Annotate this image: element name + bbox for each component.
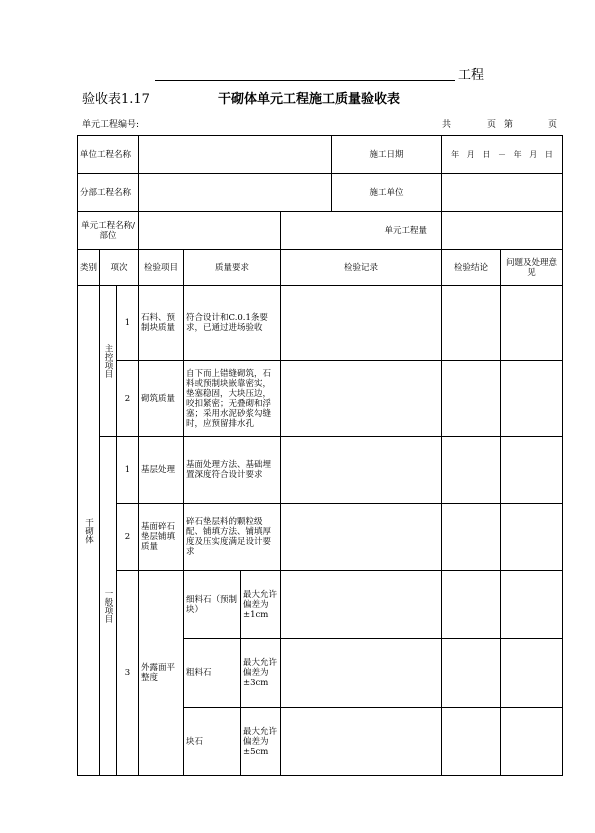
division-project-name-value[interactable] bbox=[139, 174, 332, 212]
form-title: 干砌体单元工程施工质量验收表 bbox=[218, 92, 401, 107]
row-no: 3 bbox=[117, 571, 139, 776]
row-record[interactable] bbox=[281, 504, 442, 571]
page-no-label: 第 bbox=[504, 120, 514, 130]
acceptance-table bbox=[77, 135, 563, 776]
main-control-cell bbox=[100, 286, 117, 437]
page-unit-label: 页 bbox=[487, 120, 497, 130]
row-record[interactable] bbox=[281, 286, 442, 361]
main-control-text: 主控项目 bbox=[103, 344, 113, 378]
flatness-tolerance: 最大允许偏差为±3cm bbox=[241, 639, 281, 708]
construction-unit-label: 施工单位 bbox=[332, 174, 442, 212]
flatness-type: 粗料石 bbox=[184, 639, 241, 708]
project-name-underline bbox=[155, 80, 455, 81]
unit-project-name-part-value[interactable] bbox=[139, 212, 281, 250]
row-item: 砌筑质量 bbox=[139, 361, 184, 437]
row-conclusion[interactable] bbox=[442, 639, 501, 708]
col-inspection-item: 检验项目 bbox=[139, 250, 184, 286]
row-item: 基层处理 bbox=[139, 437, 184, 504]
construction-date-value[interactable]: 年 月 日 － 年 月 日 bbox=[442, 136, 563, 174]
row-item: 外露面平整度 bbox=[139, 571, 184, 776]
col-quality-requirement: 质量要求 bbox=[184, 250, 281, 286]
construction-unit-value[interactable] bbox=[442, 174, 563, 212]
row-issues[interactable] bbox=[501, 504, 563, 571]
col-inspection-conclusion: 检验结论 bbox=[442, 250, 501, 286]
row-conclusion[interactable] bbox=[442, 437, 501, 504]
unit-project-number-label: 单元工程编号: bbox=[82, 120, 140, 130]
row-issues[interactable] bbox=[501, 571, 563, 639]
category-text: 干砌体 bbox=[83, 517, 94, 544]
row-conclusion[interactable] bbox=[442, 504, 501, 571]
page-total-label: 共 bbox=[442, 120, 452, 130]
row-no: 2 bbox=[117, 504, 139, 571]
col-item-no: 项次 bbox=[100, 250, 139, 286]
unit-project-name-part-label: 单元工程名称/部位 bbox=[78, 212, 139, 250]
row-requirement: 符合设计和C.0.1条要求，已通过进场验收 bbox=[184, 286, 281, 361]
row-record[interactable] bbox=[281, 708, 442, 776]
row-no: 1 bbox=[117, 286, 139, 361]
row-issues[interactable] bbox=[501, 286, 563, 361]
category-cell bbox=[78, 286, 100, 776]
row-requirement: 自下而上错缝砌筑，石料或预制块嵌靠密实，垫塞稳固，大块压边，咬扣紧密；无叠砌和浮塞；采用水泥砂浆勾缝时，应预留排水孔 bbox=[184, 361, 281, 437]
row-requirement: 碎石垫层料的颗粒级配、铺填方法、铺填厚度及压实度满足设计要求 bbox=[184, 504, 281, 571]
row-item: 基面碎石垫层铺填质量 bbox=[139, 504, 184, 571]
col-issues-opinions: 问题及处理意见 bbox=[501, 250, 563, 286]
row-conclusion[interactable] bbox=[442, 361, 501, 437]
flatness-tolerance: 最大允许偏差为±5cm bbox=[241, 708, 281, 776]
flatness-tolerance: 最大允许偏差为±1cm bbox=[241, 571, 281, 639]
flatness-type: 块石 bbox=[184, 708, 241, 776]
project-suffix: 工程 bbox=[458, 68, 485, 83]
general-text: 一般项目 bbox=[103, 589, 113, 623]
unit-project-quantity-value[interactable] bbox=[442, 212, 563, 250]
row-no: 2 bbox=[117, 361, 139, 437]
col-inspection-record: 检验记录 bbox=[281, 250, 442, 286]
general-cell bbox=[100, 437, 117, 776]
division-project-name-label: 分部工程名称 bbox=[78, 174, 139, 212]
row-issues[interactable] bbox=[501, 361, 563, 437]
page-unit2-label: 页 bbox=[548, 120, 558, 130]
row-issues[interactable] bbox=[501, 639, 563, 708]
row-record[interactable] bbox=[281, 639, 442, 708]
row-issues[interactable] bbox=[501, 437, 563, 504]
construction-date-label: 施工日期 bbox=[332, 136, 442, 174]
row-issues[interactable] bbox=[501, 708, 563, 776]
row-conclusion[interactable] bbox=[442, 571, 501, 639]
unit-project-name-label: 单位工程名称 bbox=[78, 136, 139, 174]
unit-project-name-value[interactable] bbox=[139, 136, 332, 174]
form-number: 验收表1.17 bbox=[82, 92, 150, 107]
row-conclusion[interactable] bbox=[442, 708, 501, 776]
row-record[interactable] bbox=[281, 571, 442, 639]
col-category: 类别 bbox=[78, 250, 100, 286]
flatness-type: 细料石（预制块） bbox=[184, 571, 241, 639]
row-conclusion[interactable] bbox=[442, 286, 501, 361]
unit-project-quantity-label: 单元工程量 bbox=[281, 212, 442, 250]
row-record[interactable] bbox=[281, 437, 442, 504]
row-item: 石料、预制块质量 bbox=[139, 286, 184, 361]
row-record[interactable] bbox=[281, 361, 442, 437]
row-no: 1 bbox=[117, 437, 139, 504]
row-requirement: 基面处理方法、基础埋置深度符合设计要求 bbox=[184, 437, 281, 504]
